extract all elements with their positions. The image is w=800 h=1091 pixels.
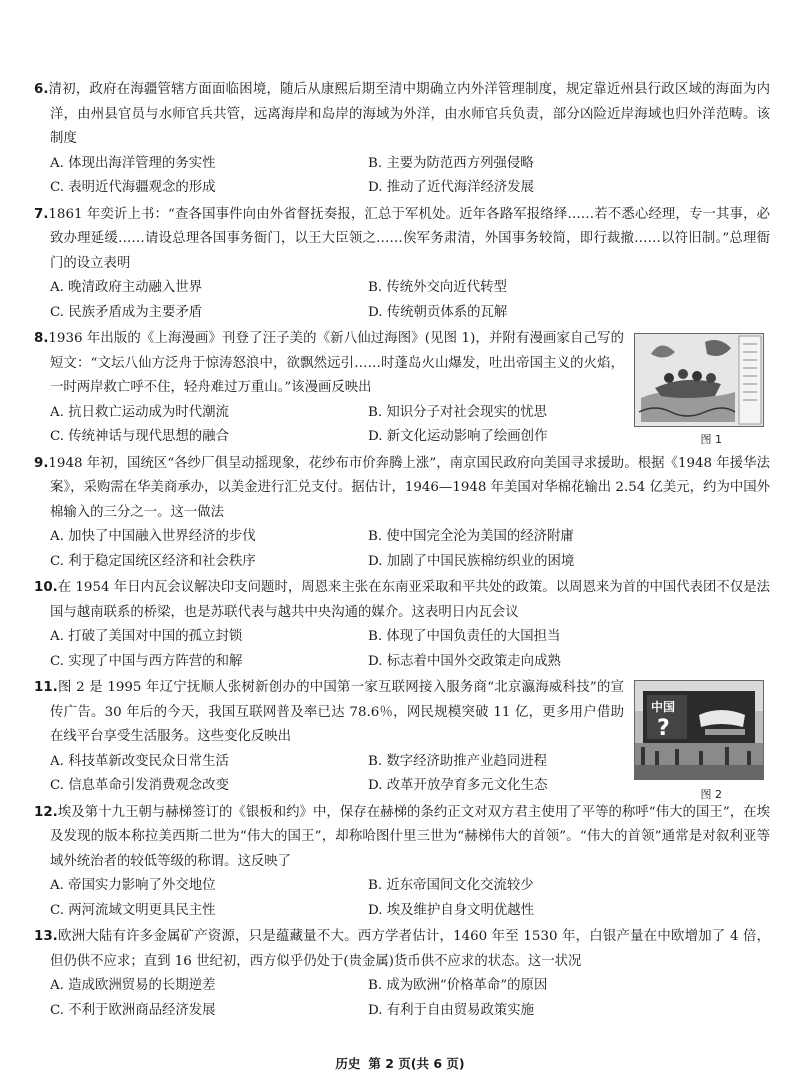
option-d: D. 改革开放孕育多元文化生态 xyxy=(368,778,548,793)
option-c: C. 传统神话与现代思想的融合 xyxy=(50,429,229,444)
question-text: 1948 年初，国统区“各纱厂俱呈动摇现象，花纱布市价奔腾上涨”，南京国民政府向美国寻求援助。根据《1948 年援华法案》，采购需在华美商承办，以美金进行汇兑支付。据估计，1946—1948 年美国对华棉花输出 2.54 亿美元，约为中国外棉输入的三分之一。这一做法 xyxy=(48,455,771,520)
question-6 xyxy=(34,78,770,201)
question-stem xyxy=(34,203,770,277)
figure-2-billboard-photo xyxy=(634,680,764,780)
option-d: D. 埃及维护自身文明优越性 xyxy=(368,902,535,918)
footer-page-number: 第 2 页(共 6 页) xyxy=(368,1056,465,1071)
question-9 xyxy=(34,452,770,575)
question-text: 在 1954 年日内瓦会议解决印支问题时，周恩来主张在东南亚采取和平共处的政策。以周恩来为首的中国代表团不仅是法国与越南联系的桥梁，也是苏联代表与越共中央沟通的媒介。这表明日内瓦会议 xyxy=(50,580,770,620)
option-c: C. 信息革命引发消费观念改变 xyxy=(50,778,229,793)
option-d: D. 推动了近代海洋经济发展 xyxy=(368,180,535,195)
option-a: A. 打破了美国对中国的孤立封锁 xyxy=(50,629,243,644)
question-text: 1861 年奕䜣上书：“查各国事件向由外省督抚奏报，汇总于军机处。近年各路军报络绎……若不悉心经理，专一其事，必致办理延缓……请设总理各国事务衙门，以王大臣领之……俟军务肃清，外国事务较简，即行裁撤……以符旧制。”总理衙门的设立表明 xyxy=(48,206,770,271)
question-number: 6. xyxy=(34,82,49,97)
option-b: B. 成为欧洲“价格革命”的原因 xyxy=(368,978,548,993)
question-text: 清初，政府在海疆管辖方面面临困境，随后从康熙后期至清中期确立内外洋管理制度，规定靠近州县行政区域的海面为内洋，由州县官员与水师官兵共管，远离海岸和岛岸的海域为外洋，由水师官兵负责，部分凶险近岸海域也归外洋范畴。该制度 xyxy=(48,82,770,146)
question-12 xyxy=(34,801,770,924)
footer-subject: 历史 xyxy=(335,1056,361,1071)
option-b: B. 使中国完全沦为美国的经济附庸 xyxy=(368,529,574,544)
option-c: C. 表明近代海疆观念的形成 xyxy=(50,180,216,195)
question-stem xyxy=(34,327,624,401)
option-c: C. 民族矛盾成为主要矛盾 xyxy=(50,304,203,320)
option-a: A. 抗日救亡运动成为时代潮流 xyxy=(50,404,229,420)
options xyxy=(34,276,770,325)
question-text: 图 2 是 1995 年辽宁抚顺人张树新创办的中国第一家互联网接入服务商“北京瀛海威科技”的宣传广告。30 年后的今天，我国互联网普及率已达 78.6％，网民规模突破 11 亿，更多用户借助在线平台享受生活服务。这些变化反映出 xyxy=(50,680,624,744)
question-number: 13. xyxy=(34,929,58,944)
question-number: 9. xyxy=(34,455,49,471)
option-d: D. 传统朝贡体系的瓦解 xyxy=(368,304,508,320)
option-b: B. 近东帝国间文化交流较少 xyxy=(368,878,534,893)
figure-1-caption: 图 1 xyxy=(700,433,722,446)
option-c: C. 利于稳定国统区经济和社会秩序 xyxy=(50,553,256,569)
question-text: 1936 年出版的《上海漫画》刊登了汪子美的《新八仙过海图》(见图 1)，并附有漫画家自己写的短文：“文坛八仙方泛舟于惊涛怒浪中，欲飘然远引……时蓬岛火山爆发，吐出帝国主义的火焰，一时两岸救亡呼不住，轻舟难过万重山。”该漫画反映出 xyxy=(48,331,624,395)
option-c: C. 实现了中国与西方阵营的和解 xyxy=(50,653,243,669)
option-a: A. 加快了中国融入世界经济的步伐 xyxy=(50,529,256,544)
exam-page xyxy=(34,78,770,1025)
option-c: C. 不利于欧洲商品经济发展 xyxy=(50,1002,216,1018)
question-10 xyxy=(34,576,770,674)
question-stem xyxy=(34,576,770,625)
option-d: D. 标志着中国外交政策走向成熟 xyxy=(368,653,561,669)
question-number: 11. xyxy=(34,680,58,695)
question-number: 7. xyxy=(34,206,49,222)
option-d: D. 新文化运动影响了绘画创作 xyxy=(368,429,548,444)
option-d: D. 有利于自由贸易政策实施 xyxy=(368,1002,535,1018)
options xyxy=(34,152,770,201)
question-stem xyxy=(34,801,770,875)
billboard-sign: 中国 xyxy=(651,700,676,714)
option-a: A. 造成欧洲贸易的长期逆差 xyxy=(50,978,216,993)
figure-2-caption: 图 2 xyxy=(700,788,722,801)
figure-1-cartoon xyxy=(634,333,764,427)
option-c: C. 两河流域文明更具民主性 xyxy=(50,902,216,918)
option-b: B. 主要为防范西方列强侵略 xyxy=(368,155,534,171)
options xyxy=(34,625,770,674)
question-text: 欧洲大陆有许多金属矿产资源，只是蕴藏量不大。西方学者估计，1460 年至 1530 年，白银产量在中欧增加了 4 倍，但仍供不应求；直到 16 世纪初，西方似乎仍处于(贵金属)货币供不应求的状态。这一状况 xyxy=(50,929,770,969)
question-8 xyxy=(34,327,770,450)
question-number: 8. xyxy=(34,331,49,346)
question-7 xyxy=(34,203,770,326)
question-11 xyxy=(34,676,770,799)
option-b: B. 传统外交向近代转型 xyxy=(368,280,507,295)
option-d: D. 加剧了中国民族棉纺织业的困境 xyxy=(368,553,575,569)
page-footer xyxy=(0,1054,800,1072)
question-number: 12. xyxy=(34,804,58,820)
cartoon-illustration-icon xyxy=(635,334,763,426)
option-a: A. 科技革新改变民众日常生活 xyxy=(50,753,229,769)
options xyxy=(34,974,770,1023)
option-b: B. 知识分子对社会现实的忧思 xyxy=(368,404,548,420)
option-a: A. 晚清政府主动融入世界 xyxy=(50,280,203,295)
options xyxy=(34,874,770,923)
option-a: A. 体现出海洋管理的务实性 xyxy=(50,155,216,171)
options xyxy=(34,525,770,574)
question-stem xyxy=(34,452,770,526)
question-stem xyxy=(34,676,624,750)
question-text: 埃及第十九王朝与赫梯签订的《银板和约》中，保存在赫梯的条约正文对双方君主使用了平等的称呼“伟大的国王”，在埃及发现的版本称拉美西斯二世为“伟大的国王”，却称哈图什里三世为“赫梯伟大的首领”。“伟大的首领”通常是对叙利亚等域外统治者的较低等级的称谓。这反映了 xyxy=(50,804,770,869)
option-b: B. 体现了中国负责任的大国担当 xyxy=(368,629,561,644)
svg-text:?: ? xyxy=(657,716,670,741)
question-stem xyxy=(34,925,770,974)
option-b: B. 数字经济助推产业趋同进程 xyxy=(368,753,548,769)
question-stem xyxy=(34,78,770,152)
billboard-photo-icon xyxy=(635,681,763,779)
option-a: A. 帝国实力影响了外交地位 xyxy=(50,878,216,893)
question-13 xyxy=(34,925,770,1023)
question-number: 10. xyxy=(34,580,58,595)
